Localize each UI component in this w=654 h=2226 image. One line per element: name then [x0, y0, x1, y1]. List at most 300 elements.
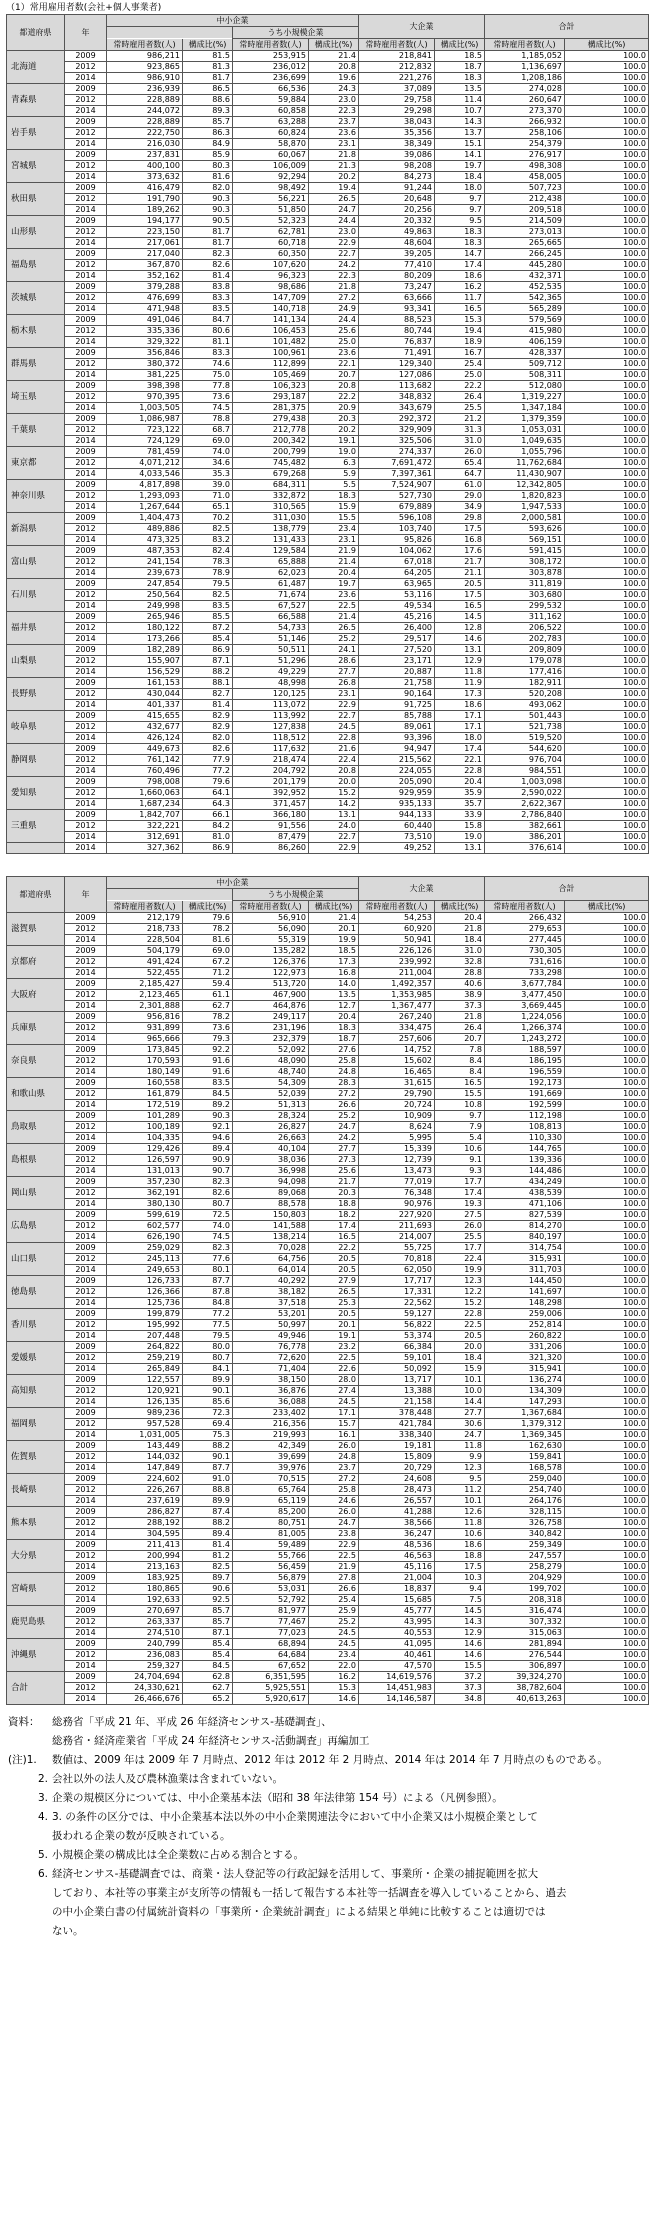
value-cell: 67.2: [183, 957, 233, 968]
value-cell: 100.0: [565, 1155, 649, 1166]
value-cell: 89.4: [183, 1144, 233, 1155]
value-cell: 23.0: [309, 227, 359, 238]
value-cell: 22.5: [435, 1320, 485, 1331]
table-row: [7, 1342, 649, 1353]
table-row: [7, 1089, 649, 1100]
value-cell: 72.5: [183, 1210, 233, 1221]
value-cell: 70,515: [233, 1474, 309, 1485]
table-row: [7, 1617, 649, 1628]
value-cell: 96,323: [233, 271, 309, 282]
year-cell: 2014: [65, 1397, 107, 1408]
table-row: [7, 205, 649, 216]
value-cell: 64.7: [435, 469, 485, 480]
year-cell: 2009: [65, 946, 107, 957]
year-cell: 2009: [65, 810, 107, 821]
value-cell: 259,040: [485, 1474, 565, 1485]
value-cell: 100.0: [565, 810, 649, 821]
value-cell: 212,438: [485, 194, 565, 205]
year-cell: 2012: [65, 1617, 107, 1628]
value-cell: 50,941: [359, 935, 435, 946]
table-row: [7, 260, 649, 271]
value-cell: 64,205: [359, 568, 435, 579]
value-cell: 38,043: [359, 117, 435, 128]
value-cell: 24.2: [309, 260, 359, 271]
table-row: [7, 1122, 649, 1133]
value-cell: 88,523: [359, 315, 435, 326]
value-cell: 21.2: [435, 414, 485, 425]
value-cell: 362,191: [107, 1188, 183, 1199]
table-row: [7, 1595, 649, 1606]
value-cell: 14.4: [435, 1397, 485, 1408]
value-cell: 82.6: [183, 744, 233, 755]
value-cell: 216,356: [233, 1419, 309, 1430]
value-cell: 1,404,473: [107, 513, 183, 524]
value-cell: 18.3: [435, 227, 485, 238]
value-cell: 63,288: [233, 117, 309, 128]
value-cell: 16.5: [309, 1232, 359, 1243]
value-cell: 22.2: [309, 1243, 359, 1254]
value-cell: 491,424: [107, 957, 183, 968]
source-line: 総務省・経済産業省「平成 24 年経済センサス-活動調査」再編加工: [52, 1735, 370, 1747]
value-cell: 183,925: [107, 1573, 183, 1584]
value-cell: 312,691: [107, 832, 183, 843]
value-cell: 266,432: [485, 913, 565, 924]
value-cell: 281,375: [233, 403, 309, 414]
year-cell: 2014: [65, 1298, 107, 1309]
value-cell: 71,404: [233, 1364, 309, 1375]
value-cell: 254,740: [485, 1485, 565, 1496]
value-cell: 72.3: [183, 1408, 233, 1419]
table-row: [7, 293, 649, 304]
value-cell: 83.5: [183, 304, 233, 315]
table-row: [7, 689, 649, 700]
year-cell: 2012: [65, 924, 107, 935]
year-cell: 2009: [65, 744, 107, 755]
value-cell: 36,998: [233, 1166, 309, 1177]
value-cell: 10.0: [435, 1386, 485, 1397]
value-cell: 147,849: [107, 1463, 183, 1474]
value-cell: 179,078: [485, 656, 565, 667]
value-cell: 113,682: [359, 381, 435, 392]
value-cell: 80,209: [359, 271, 435, 282]
value-cell: 18.3: [435, 238, 485, 249]
value-cell: 87.1: [183, 1628, 233, 1639]
value-cell: 66.1: [183, 810, 233, 821]
value-cell: 73.6: [183, 392, 233, 403]
value-cell: 781,459: [107, 447, 183, 458]
header-large: 大企業: [359, 877, 485, 901]
value-cell: 100.0: [565, 1265, 649, 1276]
value-cell: 307,332: [485, 1617, 565, 1628]
prefecture-cell: 栃木県: [7, 315, 65, 348]
value-cell: 100.0: [565, 1507, 649, 1518]
value-cell: 59,127: [359, 1309, 435, 1320]
table-row: [7, 502, 649, 513]
header-large: 大企業: [359, 15, 485, 39]
value-cell: 16.2: [435, 282, 485, 293]
value-cell: 944,133: [359, 810, 435, 821]
table-row: [7, 1529, 649, 1540]
value-cell: 65,888: [233, 557, 309, 568]
value-cell: 274,337: [359, 447, 435, 458]
value-cell: 12.7: [309, 1001, 359, 1012]
value-cell: 222,750: [107, 128, 183, 139]
value-cell: 24.2: [309, 1133, 359, 1144]
value-cell: 84.7: [183, 315, 233, 326]
value-cell: 206,522: [485, 623, 565, 634]
header-count: 常時雇用者数(人): [233, 901, 309, 913]
value-cell: 107,620: [233, 260, 309, 271]
value-cell: 527,730: [359, 491, 435, 502]
value-cell: 10.1: [435, 1375, 485, 1386]
value-cell: 25.2: [309, 1111, 359, 1122]
value-cell: 201,179: [233, 777, 309, 788]
value-cell: 40,461: [359, 1650, 435, 1661]
value-cell: 303,878: [485, 568, 565, 579]
value-cell: 100.0: [565, 128, 649, 139]
table-row: [7, 1034, 649, 1045]
value-cell: 100.0: [565, 1045, 649, 1056]
value-cell: 100.0: [565, 1023, 649, 1034]
prefecture-cell: 高知県: [7, 1375, 65, 1408]
value-cell: 74.5: [183, 1232, 233, 1243]
value-cell: 90.1: [183, 1452, 233, 1463]
value-cell: 100.0: [565, 271, 649, 282]
year-cell: 2014: [65, 601, 107, 612]
value-cell: 684,311: [233, 480, 309, 491]
value-cell: 316,474: [485, 1606, 565, 1617]
value-cell: 34.8: [435, 1694, 485, 1705]
value-cell: 228,504: [107, 935, 183, 946]
value-cell: 31.3: [435, 425, 485, 436]
value-cell: 265,946: [107, 612, 183, 623]
note-item: [8, 1808, 646, 1846]
value-cell: 7.5: [435, 1595, 485, 1606]
table-row: [7, 1452, 649, 1463]
value-cell: 103,740: [359, 524, 435, 535]
value-cell: 26,557: [359, 1496, 435, 1507]
value-cell: 14.3: [435, 1617, 485, 1628]
year-cell: 2014: [65, 106, 107, 117]
value-cell: 80.6: [183, 326, 233, 337]
value-cell: 22.5: [309, 1551, 359, 1562]
value-cell: 100.0: [565, 1298, 649, 1309]
value-cell: 19.9: [309, 935, 359, 946]
value-cell: 100.0: [565, 1133, 649, 1144]
value-cell: 381,225: [107, 370, 183, 381]
value-cell: 24.0: [309, 821, 359, 832]
value-cell: 12,739: [359, 1155, 435, 1166]
prefecture-cell: 宮崎県: [7, 1573, 65, 1606]
value-cell: 827,539: [485, 1210, 565, 1221]
table-row: [7, 1155, 649, 1166]
value-cell: 40.6: [435, 979, 485, 990]
table-row: [7, 968, 649, 979]
value-cell: 143,449: [107, 1441, 183, 1452]
value-cell: 18,837: [359, 1584, 435, 1595]
year-cell: 2009: [65, 979, 107, 990]
table-row: [7, 1287, 649, 1298]
value-cell: 18.3: [309, 491, 359, 502]
table-row: [7, 656, 649, 667]
prefecture-cell: 福岡県: [7, 1408, 65, 1441]
value-cell: 22.5: [309, 601, 359, 612]
note-line: の中小企業白書の付属統計資料の「事業所・企業統計調査」による結果と単純に比較することは適切では: [52, 1906, 546, 1918]
prefecture-cell: 福井県: [7, 612, 65, 645]
value-cell: 325,506: [359, 436, 435, 447]
value-cell: 22.9: [309, 843, 359, 854]
value-cell: 371,457: [233, 799, 309, 810]
value-cell: 64,684: [233, 1650, 309, 1661]
value-cell: 68,894: [233, 1639, 309, 1650]
value-cell: 100.0: [565, 744, 649, 755]
note-line: しており、本社等の事業主が支所等の情報も一括して報告する本社等一括調査を導入していることから、過去: [52, 1887, 567, 1899]
year-cell: 2012: [65, 194, 107, 205]
value-cell: 2,123,465: [107, 990, 183, 1001]
value-cell: 100.0: [565, 1683, 649, 1694]
value-cell: 199,879: [107, 1309, 183, 1320]
value-cell: 100.0: [565, 106, 649, 117]
table-row: [7, 1023, 649, 1034]
value-cell: 38,782,604: [485, 1683, 565, 1694]
value-cell: 14.6: [435, 634, 485, 645]
value-cell: 281,894: [485, 1639, 565, 1650]
header-count: 常時雇用者数(人): [485, 39, 565, 51]
value-cell: 35.3: [183, 469, 233, 480]
value-cell: 100.0: [565, 777, 649, 788]
value-cell: 15.9: [309, 502, 359, 513]
value-cell: 34.9: [435, 502, 485, 513]
year-cell: 2014: [65, 304, 107, 315]
year-cell: 2014: [65, 238, 107, 249]
value-cell: 20,729: [359, 1463, 435, 1474]
value-cell: 51,850: [233, 205, 309, 216]
value-cell: 957,528: [107, 1419, 183, 1430]
table-row: [7, 1298, 649, 1309]
year-cell: 2014: [65, 700, 107, 711]
value-cell: 521,738: [485, 722, 565, 733]
value-cell: 452,535: [485, 282, 565, 293]
table-row: [7, 1078, 649, 1089]
value-cell: 17.4: [435, 260, 485, 271]
table-row: [7, 73, 649, 84]
value-cell: 12.9: [435, 1628, 485, 1639]
value-cell: 89,068: [233, 1188, 309, 1199]
value-cell: 19.0: [309, 447, 359, 458]
value-cell: 20.7: [309, 370, 359, 381]
value-cell: 81.4: [183, 1540, 233, 1551]
value-cell: 20.2: [309, 425, 359, 436]
header-count: 常時雇用者数(人): [107, 901, 183, 913]
value-cell: 100.0: [565, 1408, 649, 1419]
table-row: [7, 634, 649, 645]
value-cell: 315,063: [485, 1628, 565, 1639]
value-cell: 90.3: [183, 194, 233, 205]
value-cell: 270,697: [107, 1606, 183, 1617]
table-row: [7, 700, 649, 711]
value-cell: 84.2: [183, 821, 233, 832]
value-cell: 100.0: [565, 667, 649, 678]
year-cell: 2012: [65, 524, 107, 535]
value-cell: 273,013: [485, 227, 565, 238]
value-cell: 16.5: [435, 601, 485, 612]
year-cell: 2009: [65, 513, 107, 524]
value-cell: 274,510: [107, 1628, 183, 1639]
year-cell: 2012: [65, 227, 107, 238]
value-cell: 100.0: [565, 1496, 649, 1507]
value-cell: 51,296: [233, 656, 309, 667]
prefecture-cell: 長崎県: [7, 1474, 65, 1507]
note-text: [52, 1808, 646, 1846]
year-cell: 2009: [65, 645, 107, 656]
value-cell: 35,356: [359, 128, 435, 139]
table-row: [7, 425, 649, 436]
note-text: [52, 1770, 646, 1789]
value-cell: 86.9: [183, 645, 233, 656]
value-cell: 798,008: [107, 777, 183, 788]
value-cell: 311,819: [485, 579, 565, 590]
table-body-part1: [7, 51, 649, 854]
value-cell: 100.0: [565, 1254, 649, 1265]
value-cell: 69.4: [183, 1419, 233, 1430]
table-row: [7, 535, 649, 546]
value-cell: 100.0: [565, 414, 649, 425]
table-row: [7, 579, 649, 590]
table-row: [7, 1133, 649, 1144]
value-cell: 82.6: [183, 260, 233, 271]
value-cell: 90.1: [183, 1386, 233, 1397]
value-cell: 26.6: [309, 1100, 359, 1111]
value-cell: 212,778: [233, 425, 309, 436]
prefecture-cell: 山梨県: [7, 645, 65, 678]
value-cell: 379,288: [107, 282, 183, 293]
value-cell: 31,615: [359, 1078, 435, 1089]
prefecture-cell: 京都府: [7, 946, 65, 979]
value-cell: 48,536: [359, 1540, 435, 1551]
value-cell: 87.8: [183, 1287, 233, 1298]
table-row: [7, 1551, 649, 1562]
header-total: 合計: [485, 877, 649, 901]
value-cell: 100.0: [565, 392, 649, 403]
prefecture-cell: 沖縄県: [7, 1639, 65, 1672]
value-cell: 266,245: [485, 249, 565, 260]
value-cell: 100.0: [565, 733, 649, 744]
value-cell: 100.0: [565, 689, 649, 700]
value-cell: 64,756: [233, 1254, 309, 1265]
value-cell: 24.5: [309, 1628, 359, 1639]
value-cell: 264,176: [485, 1496, 565, 1507]
year-cell: 2012: [65, 590, 107, 601]
value-cell: 205,090: [359, 777, 435, 788]
year-cell: 2014: [65, 799, 107, 810]
prefecture-cell: 群馬県: [7, 348, 65, 381]
prefecture-cell: 熊本県: [7, 1507, 65, 1540]
value-cell: 22.4: [309, 755, 359, 766]
table-row: [7, 1232, 649, 1243]
value-cell: 1,086,987: [107, 414, 183, 425]
table-row: [7, 480, 649, 491]
value-cell: 24.7: [309, 205, 359, 216]
value-cell: 61.0: [435, 480, 485, 491]
value-cell: 20.5: [309, 1254, 359, 1265]
value-cell: 28.8: [435, 968, 485, 979]
value-cell: 249,998: [107, 601, 183, 612]
value-cell: 22.9: [309, 700, 359, 711]
value-cell: 100.0: [565, 62, 649, 73]
value-cell: 6,351,595: [233, 1672, 309, 1683]
year-cell: 2009: [65, 1474, 107, 1485]
year-cell: 2009: [65, 1276, 107, 1287]
value-cell: 131,013: [107, 1166, 183, 1177]
value-cell: 522,455: [107, 968, 183, 979]
value-cell: 36,247: [359, 1529, 435, 1540]
year-cell: 2009: [65, 1045, 107, 1056]
value-cell: 59,489: [233, 1540, 309, 1551]
value-cell: 19.9: [435, 1265, 485, 1276]
value-cell: 90.3: [183, 1111, 233, 1122]
value-cell: 293,187: [233, 392, 309, 403]
year-cell: 2009: [65, 84, 107, 95]
source-line: 総務省「平成 21 年、平成 26 年経済センサス-基礎調査」、: [52, 1716, 332, 1728]
value-cell: 24.1: [309, 645, 359, 656]
value-cell: 217,040: [107, 249, 183, 260]
table-row: [7, 117, 649, 128]
value-cell: 45,777: [359, 1606, 435, 1617]
value-cell: 144,486: [485, 1166, 565, 1177]
value-cell: 100.0: [565, 1551, 649, 1562]
prefecture-cell: 愛知県: [7, 777, 65, 810]
value-cell: 373,632: [107, 172, 183, 183]
value-cell: 1,185,052: [485, 51, 565, 62]
table-row: [7, 348, 649, 359]
value-cell: 196,559: [485, 1067, 565, 1078]
value-cell: 37.3: [435, 1683, 485, 1694]
year-cell: 2012: [65, 821, 107, 832]
value-cell: 38.9: [435, 990, 485, 1001]
table-row: [7, 1012, 649, 1023]
header-ratio: 構成比(%): [435, 39, 485, 51]
year-cell: 2009: [65, 282, 107, 293]
year-cell: 2014: [65, 502, 107, 513]
value-cell: 398,398: [107, 381, 183, 392]
value-cell: 1,947,533: [485, 502, 565, 513]
value-cell: 260,822: [485, 1331, 565, 1342]
value-cell: 194,177: [107, 216, 183, 227]
value-cell: 100.0: [565, 1595, 649, 1606]
value-cell: 1,353,985: [359, 990, 435, 1001]
value-cell: 27.8: [309, 1573, 359, 1584]
value-cell: 83.8: [183, 282, 233, 293]
value-cell: 15,339: [359, 1144, 435, 1155]
year-cell: 2012: [65, 689, 107, 700]
value-cell: 400,100: [107, 161, 183, 172]
value-cell: 49,946: [233, 1331, 309, 1342]
year-cell: 2009: [65, 150, 107, 161]
table-row: [7, 337, 649, 348]
value-cell: 90.6: [183, 1584, 233, 1595]
value-cell: 40,613,263: [485, 1694, 565, 1705]
value-cell: 100.0: [565, 1232, 649, 1243]
header-small: うち小規模企業: [233, 27, 359, 39]
value-cell: 81.6: [183, 935, 233, 946]
value-cell: 13,388: [359, 1386, 435, 1397]
value-cell: 487,353: [107, 546, 183, 557]
value-cell: 12,342,805: [485, 480, 565, 491]
value-cell: 21,758: [359, 678, 435, 689]
value-cell: 88.6: [183, 95, 233, 106]
value-cell: 82.3: [183, 1177, 233, 1188]
value-cell: 356,846: [107, 348, 183, 359]
